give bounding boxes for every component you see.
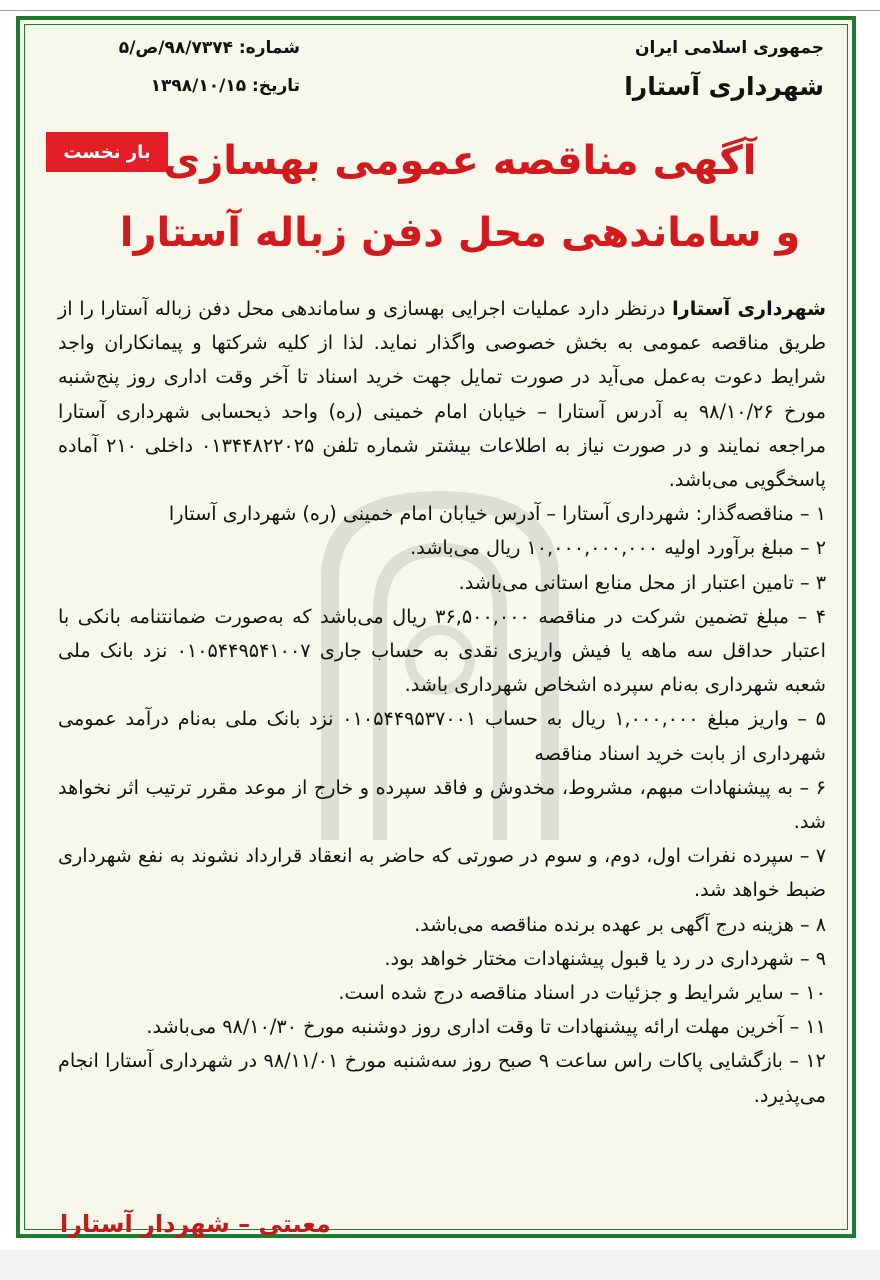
list-item: ۳ – تامین اعتبار از محل منابع استانی می‌باشد. (458, 570, 826, 594)
intro-municipality: شهرداری آستارا (672, 297, 826, 320)
list-item: ۸ – هزینه درج آگهی بر عهده برنده مناقصه می‌باشد. (414, 912, 826, 936)
notice-title-line1: آگهی مناقصه عمومی بهسازی (163, 138, 757, 184)
page-bottom-margin (0, 1250, 880, 1280)
notice-frame (16, 16, 856, 1238)
list-item: ۱ – مناقصه‌گذار: شهرداری آستارا – آدرس خیابان امام خمینی (ره) شهرداری آستارا (168, 502, 826, 526)
notice-body (58, 292, 826, 1113)
cropped-top-strip (0, 0, 880, 11)
list-item: ۲ – مبلغ برآورد اولیه ۱۰,۰۰۰,۰۰۰,۰۰۰ ریال می‌باشد. (410, 536, 826, 560)
letter-date: تاریخ: ۱۳۹۸/۱۰/۱۵ (150, 76, 300, 96)
list-item: ۱۲ – بازگشایی پاکات راس ساعت ۹ صبح روز سه‌شنبه مورخ ۹۸/۱۱/۰۱ در شهرداری آستارا انجام می‌پذیرد. (58, 1049, 826, 1107)
municipality-name: شهرداری آستارا (624, 72, 824, 101)
intro-text: درنظر دارد عملیات اجرایی بهسازی و ساماندهی محل دفن زباله آستارا را از طریق مناقصه عمومی به بخش خصوصی واگذار نماید. لذا از کلیه شرکتها و پیمانکاران واجد شرایط دعوت به‌عمل می‌آید در صورت تمایل جهت خرید اسناد تا آخر وقت اداری روز پنج‌شنبه مورخ ۹۸/۱۰/۲۶ به آدرس آستارا – خیابان امام خمینی (ره) واحد ذیحسابی شهرداری آستارا مراجعه نمایند و در صورت نیاز به اطلاعات بیشتر شماره تلفن ۰۱۳۴۴۸۲۲۰۲۵ داخلی ۲۱۰ آماده پاسخگویی می‌باشد. (58, 297, 826, 492)
letter-number: شماره: ۹۸/۷۳۷۴/ص/۵ (118, 38, 300, 58)
list-item: ۱۰ – سایر شرایط و جزئیات در اسناد مناقصه درج شده است. (338, 981, 826, 1005)
list-item: ۴ – مبلغ تضمین شرکت در مناقصه ۳۶,۵۰۰,۰۰۰ ریال می‌باشد که به‌صورت ضمانتنامه بانکی با اعتبار حداقل سه ماهه یا فیش واریزی نقدی به حساب جاری ۰۱۰۵۴۴۹۵۴۱۰۰۷ نزد بانک ملی شعبه شهرداری به‌نام سپرده اشخاص شهرداری باشد. (58, 604, 827, 697)
first-publication-badge: بار نخست (46, 132, 168, 172)
notice-title-line2: و ساماندهی محل دفن زباله آستارا (119, 210, 801, 256)
list-item: ۱۱ – آخرین مهلت ارائه پیشنهادات تا وقت اداری روز دوشنبه مورخ ۹۸/۱۰/۳۰ می‌باشد. (146, 1015, 826, 1039)
list-item: ۵ – واریز مبلغ ۱,۰۰۰,۰۰۰ ریال به حساب ۰۱۰۵۴۴۹۵۳۷۰۰۱ نزد بانک ملی به‌نام درآمد عمومی شهرداری از بابت خرید اسناد مناقصه (58, 707, 826, 765)
header-reference (60, 38, 300, 114)
republic-label: جمهوری اسلامی ایران (634, 38, 824, 58)
list-item: ۶ – به پیشنهادات مبهم، مشروط، مخدوش و فاقد سپرده و خارج از موعد مقرر ترتیب اثر نخواهد شد. (58, 775, 826, 834)
mayor-signature: معیتی – شهردار آستارا (60, 1210, 331, 1238)
intro-paragraph (58, 292, 826, 497)
header-issuer (624, 38, 824, 101)
list-item: ۷ – سپرده نفرات اول، دوم، و سوم در صورتی که حاضر به انعقاد قرارداد نشوند به نفع شهرداری ضبط خواهد شد. (58, 844, 826, 902)
list-item: ۹ – شهرداری در رد یا قبول پیشنهادات مختار خواهد بود. (384, 946, 826, 970)
